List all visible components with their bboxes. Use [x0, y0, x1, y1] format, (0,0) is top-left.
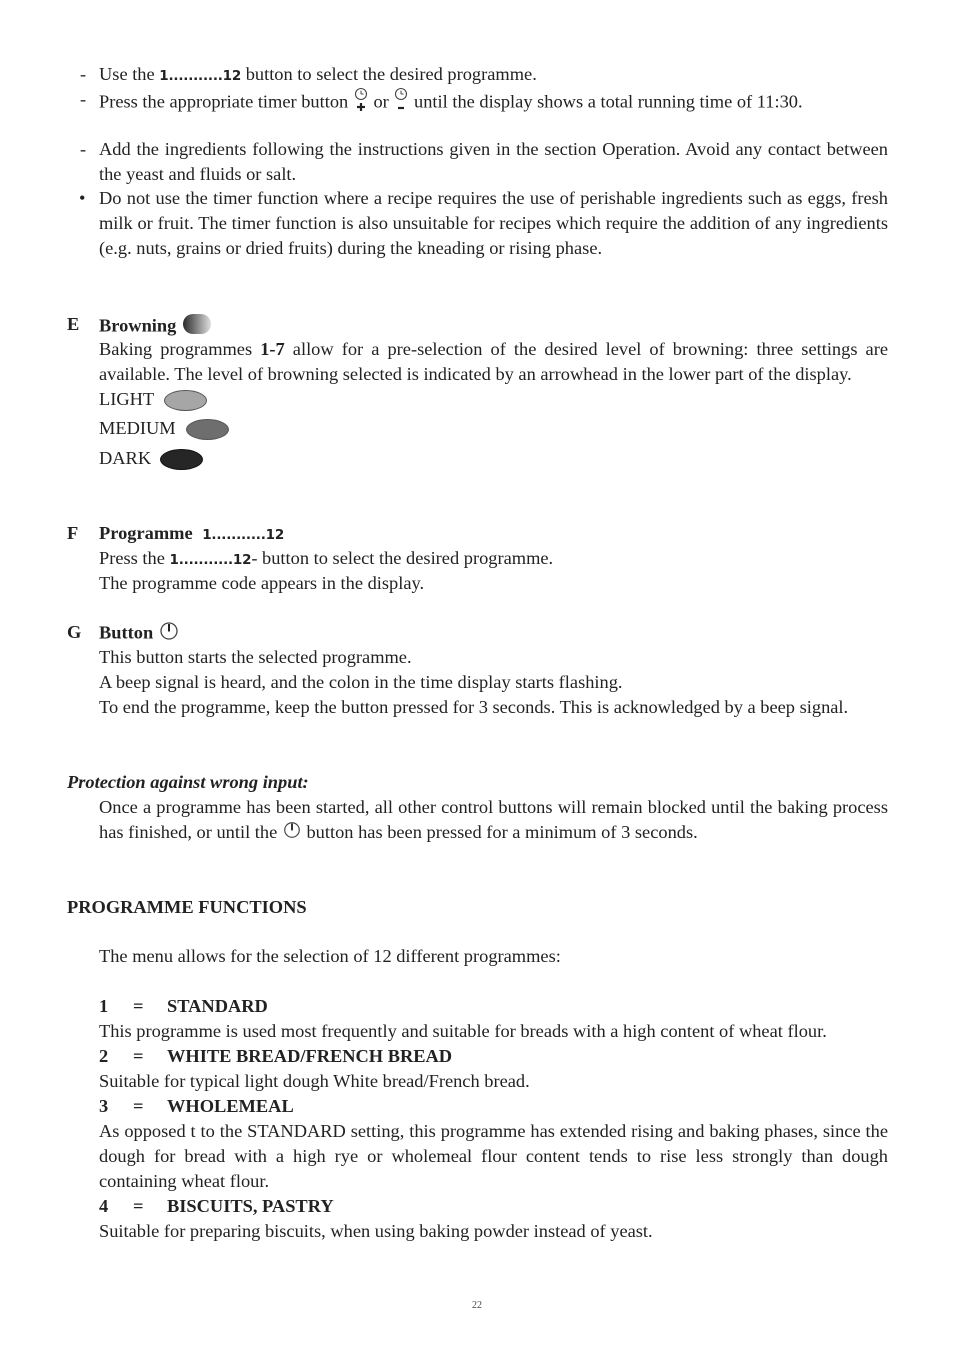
section-g-letter: G — [67, 622, 82, 642]
browning-level-dark: DARK — [99, 446, 888, 471]
timer-plus-icon — [353, 87, 369, 120]
programme-title: 3 = WHOLEMEAL — [99, 1096, 294, 1116]
section-f-title: Programme 1...........12 — [99, 523, 285, 543]
programme-desc: Suitable for preparing biscuits, when using baking powder instead of yeast. — [99, 1221, 653, 1241]
list-item-select-programme: - Use the 1...........12 button to select the desired programme. — [80, 64, 537, 84]
timer-minus-icon — [393, 87, 409, 120]
protection-paragraph: Once a programme has been started, all other control buttons will remain blocked until the baking process has finished, or until the button has been pressed for a minimum of 3 seconds. — [99, 795, 888, 847]
browning-level-medium: MEDIUM — [99, 416, 888, 441]
medium-swatch-icon — [186, 419, 229, 440]
section-g: Button This button starts the selected programme. A beep signal is heard, and the colon in the time display starts flashing. To end the programme, keep the button pressed for 3 seconds. This is acknowledged by a beep signal. — [99, 620, 888, 720]
list-item-timer-warning: • Do not use the timer function where a recipe requires the use of perishable ingredients such as eggs, fresh milk or fruit. The timer function is also unsuitable for recipes which require the addition of any ingredients (e.g. nuts, grains or dried fruits) during the kneading or rising phase. — [79, 188, 888, 258]
functions-intro: The menu allows for the selection of 12 different programmes: — [99, 946, 561, 966]
page-number: 22 — [472, 1300, 482, 1311]
programme-title: 1 = STANDARD — [99, 996, 268, 1016]
section-f-line2: The programme code appears in the display. — [99, 573, 425, 593]
programme-list — [99, 994, 888, 1244]
section-e-paragraph: Baking programmes 1-7 allow for a pre-selection of the desired level of browning: three settings are available. The level of browning selected is indicated by an arrowhead in the lower part of the display. — [99, 339, 888, 384]
programme-desc: As opposed t to the STANDARD setting, this programme has extended rising and baking phases, since the dough for bread with a high rye or wholemeal flour content tends to rise less strongly than dough containing wheat flour. — [99, 1121, 888, 1191]
browning-level-light: LIGHT — [99, 387, 888, 412]
protection-heading: Protection against wrong input: — [67, 772, 309, 792]
list-item-timer: - Press the appropriate timer button or until the display shows a total running time of 11:30. — [99, 87, 888, 120]
section-g-title: Button — [99, 620, 888, 645]
programme-code: 1...........12 — [169, 552, 252, 568]
section-f-letter: F — [67, 523, 79, 543]
power-icon — [282, 820, 302, 847]
programme-code: 1...........12 — [159, 68, 242, 84]
list-item-ingredients: - Add the ingredients following the instructions given in the section Operation. Avoid any contact between the yeast and fluids or salt. — [80, 139, 888, 184]
programme-desc: This programme is used most frequently and suitable for breads with a high content of wheat flour. — [99, 1021, 827, 1041]
dark-swatch-icon — [160, 449, 203, 470]
light-swatch-icon — [164, 390, 207, 411]
programme-title: 2 = WHITE BREAD/FRENCH BREAD — [99, 1046, 453, 1066]
section-e-title: Browning — [99, 312, 888, 337]
programme-title: 4 = BISCUITS, PASTRY — [99, 1196, 334, 1216]
section-f-line1: Press the 1...........12- button to select the desired programme. — [99, 548, 554, 568]
section-heading: PROGRAMME FUNCTIONS — [67, 897, 307, 917]
programme-desc: Suitable for typical light dough White bread/French bread. — [99, 1071, 530, 1091]
section-e — [99, 312, 888, 471]
programme-code: 1...........12 — [202, 527, 285, 543]
section-f — [99, 521, 888, 596]
section-e-letter: E — [67, 314, 80, 334]
